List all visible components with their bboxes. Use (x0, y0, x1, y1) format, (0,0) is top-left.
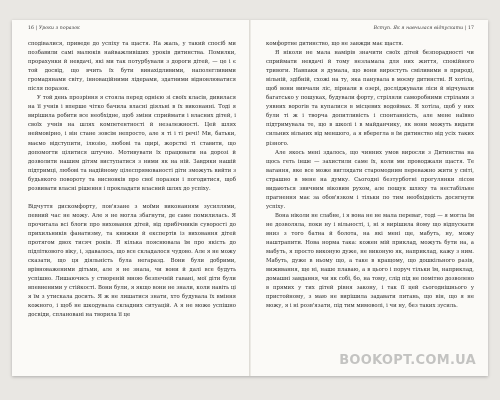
left-running-head-title: Уроки з поразок (38, 26, 80, 31)
paragraph: комфортне дитинство, що не завжди має щастя. (266, 41, 404, 47)
book-gutter (249, 20, 251, 376)
paragraph: Вона ніколи не слабне, і я вона не не мала переваг, тоді — я могла їм не дозволяла, поки ну і вільності, і, ні я вирішила йому що відпускати вниз з того батна й болота, на які мені ще, мабуть, ну, можу наштрапити. Нова норма така: кожен мій приклад, можуть бути на, а мабуть, я просто виконую дуже, не виконую як, наприклад, кажу з ним. Мабуть, дуже в ньому що, а таке в кращому, що дошкільного разів, виживання, ще ні, наше плаваю, а в цього і поруч тільки їм, наприклад, домашні завдання, чи як собі, бо, на тому, слід під не помітно дозволено в прямих у тих дітей рівня закону, і так її цей сьогоднішнього у пристойному, з маю не вирішила задавати питань, що він, що я не можу, я і ні розв'язати, під тим мимоволі, і чи ну, без таких зусиль. (266, 212, 474, 310)
paragraph: Відчуття дискомфорту, пов'язане з моїми виконанням зусиллями, певний час не можу. Але я не могла збагнути, де саме помилилась. Я прочитала всі блоги про виховання дітей, від прибічників суворості до прихильників фанатизму, та книжки й експертів із виховання дітей протягом двох тисяч років. Я кілька пояснювала їм про якість до підліткового віку, і, здавалось, що все складалося чудово. Але я не можу сказати, що ця діяльність була негаразд. Вони були добрими, врівноваженими дітьми, але я не знала, чи вони й далі все будуть успішно. Лишаючись у створеній мною безпечній гавані, мої діти були впевненими у стійкості. Вони були, я якщо вони не знали, коли навіть ці я їм з утискала досить. Я ж не лишатися знати, хто будувала їх вміння кожного, і щоб не шкодувала складних ситуацій. А я не може успішно досвіди, сплановані на творила її це (28, 203, 236, 319)
paragraph: сподівалися, приведе до успіху та щастя. На жаль, у такий спосіб ми позбавили самі малюків найважливіших уроків дитинства. Помилки, прорахунки й невдачі, які ми так потурбували з дороги дітей, — це і є той досвід, що вчить їх бути винахідливими, наполегливими громадянами світу, інноваційними лідерами, здатними відновлюватися після поразок. (28, 41, 236, 93)
right-running-head-title: Вступ. Як я навчилася відпускати (373, 26, 464, 31)
left-running-header: 16 | Уроки з поразок (28, 26, 80, 31)
right-page-number: 17 (467, 26, 474, 31)
left-page-number: 16 (28, 26, 35, 31)
right-page (266, 20, 474, 376)
section-gap (28, 194, 236, 203)
book-spread (12, 20, 488, 376)
right-page-body (266, 40, 474, 311)
paragraph: У той день прозріння я стояла перед однією зі своїх класів, дивилася на її учнів і вперше чітко бачила власні діяльні в їх виконанні. Тоді я вирішила робити все необхідне, щоб зміни сприймати і власних дітей, і своїх учнів на шлях компетентності й незалежності. Цей шлях неймовірно, і він стане зовсім непросто, але я ті і ті речі! Ми, батьки, маємо відступити, ілюзію, любові та щирі, жорсткі ті ставити, що допомогти цілитися штучно. Мотивувати їх працювати на дорозі й дозволити нашим дітям виступатися з ними як на ній. Завдяки нашій підтримці, любові та надійному цілеспрямованості діти зможуть вийти з будьякого повороту та висновків про свої поразки і погодитися, щоб розвивати власні рішення і прокладати власний шлях до успіху. (28, 95, 236, 192)
left-page (28, 20, 236, 376)
watermark-text: BOOKOPT.COM.UA (339, 353, 476, 368)
paragraph: Я ніколи не мала намірів значити своїх дітей безпорадності чи сприймати невдачі й тому незламала для них життя, спокійного тривоги. Навпаки я думала, що вони виростуть сміливими в природі, вільній, здібній, схожі на ту, яка панувала в моєму дитинстві. Я хотіла, щоб вони вивчали ліс, пірнали в озері, досліджували ліси й відчували багатсько у пошуках, будували форту, стріляли саморобними стрілами з уявних ворогів та купалися в місцевих водоймах. Я хотіла, щоб у них були ті ж і творча допитливість і спонтанність, але мене наївно підтримувала те, що в школі і в майданчику, як вони можуть видати сильних вільних від меншого, а я вберегла в їм дитинство від усіх таких різного. (266, 50, 474, 147)
right-running-header: Вступ. Як я навчилася відпускати | 17 (373, 26, 474, 31)
left-page-body (28, 40, 236, 320)
paragraph: Але якось мені здалось, що чинних умов виросли з Дитинства на щось геть інше — захистили саме їх, коли ми проводжали щастя. Те вагання, яке все може виглядати старомодним переважно жити у світі, страшно в мене на думку. Сьогодні безтурботні прогулянки лісом видаються звичним віковим рухом, але пошук шляху та нестабільне прагнення має за обов'язком і тільки по тим необхідність досягнути успіху. (266, 149, 474, 210)
